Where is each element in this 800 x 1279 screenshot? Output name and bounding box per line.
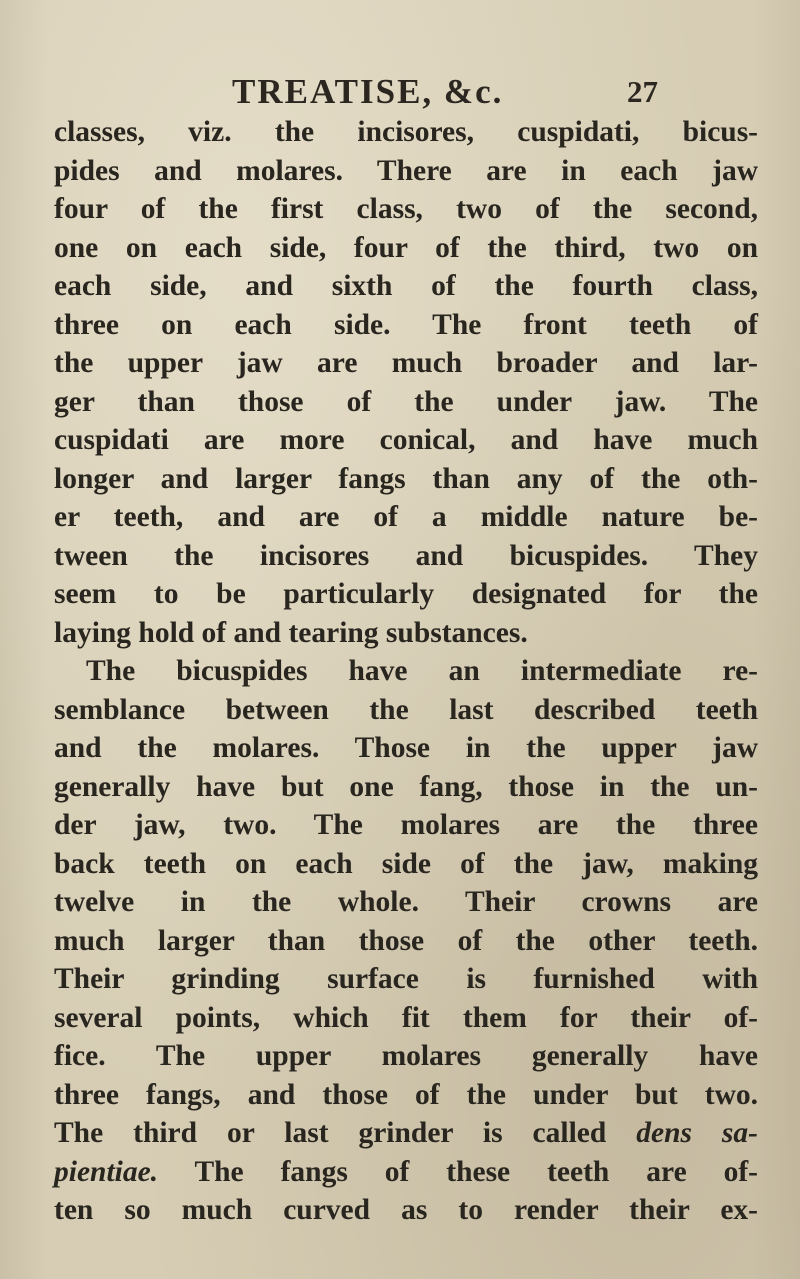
text-line: seem to be particularly designated for the [54,578,758,610]
text-line: der jaw, two. The molares are the three [54,809,758,841]
text-line: one on each side, four of the third, two on [54,231,758,264]
italic-term: dens sa- [636,1117,758,1149]
text-line: tween the incisores and bicuspides. They [54,539,758,572]
text-line: three on each side. The front teeth of [54,308,758,341]
text-line: cuspidati are more conical, and have much [54,424,758,456]
text-line-with-italic [54,1114,758,1153]
text-line: each side, and sixth of the fourth class, [54,270,758,302]
italic-term: pientiae. [54,1155,159,1188]
text-line: generally have but one fang, those in the un- [54,770,758,803]
text-run: The fangs of these teeth are of- [194,1155,758,1188]
text-line: ger than those of the under jaw. The [54,385,758,418]
text-line: four of the first class, two of the second, [54,193,758,225]
text-line: Their grinding surface is furnished with [54,963,758,995]
body-text [54,113,758,1230]
text-line: and the molares. Those in the upper jaw [54,732,758,764]
text-line: several points, which fit them for their of- [54,1001,758,1034]
paragraph-start-line: The bicuspides have an intermediate re- [86,655,758,687]
text-line: back teeth on each side of the jaw, making [54,847,758,880]
text-line: pides and molares. There are in each jaw [54,154,758,187]
text-line: laying hold of and tearing substances. [54,616,528,649]
text-line: longer and larger fangs than any of the oth- [54,462,758,495]
text-line: ten so much curved as to render their ex- [54,1194,758,1226]
page-number: 27 [627,74,658,109]
text-run: The third or last grinder is called [54,1117,607,1149]
text-line: semblance between the last described teeth [54,693,758,726]
running-head [0,72,800,112]
text-line-with-italic [54,1153,758,1192]
text-line: twelve in the whole. Their crowns are [54,886,758,918]
text-line: er teeth, and are of a middle nature be- [54,501,758,533]
text-line: much larger than those of the other teeth. [54,924,758,957]
text-line: three fangs, and those of the under but two. [54,1078,758,1111]
text-line: classes, viz. the incisores, cuspidati, bicus- [54,116,758,148]
text-line: fice. The upper molares generally have [54,1040,758,1072]
text-line: the upper jaw are much broader and lar- [54,347,758,379]
running-title: TREATISE, &c. [232,72,504,111]
